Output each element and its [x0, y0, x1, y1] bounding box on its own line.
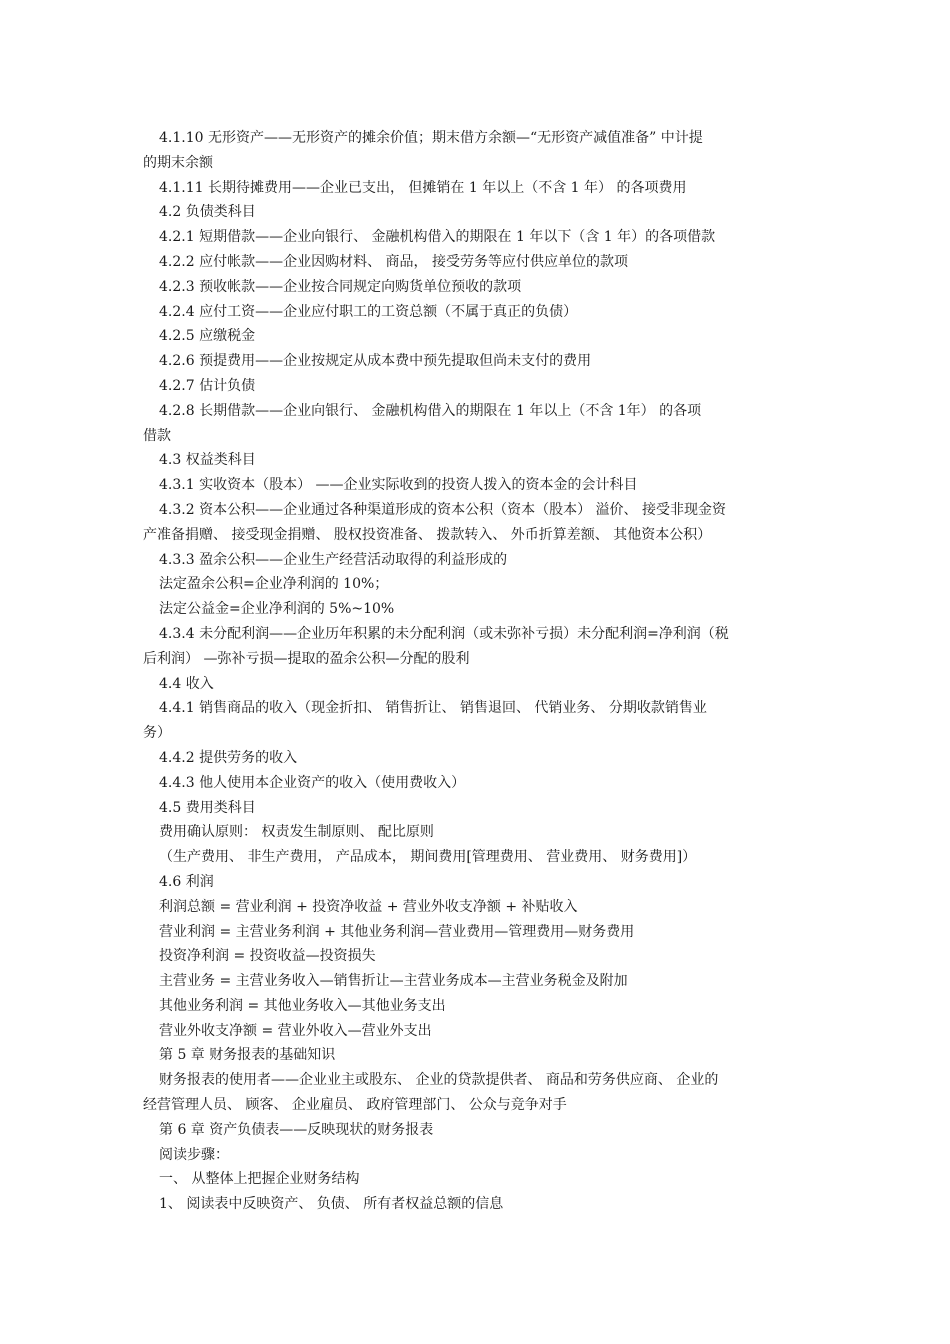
text-line: 营业利润 = 主营业务利润 + 其他业务利润—营业费用—管理费用—财务费用 — [159, 923, 635, 940]
text-line: 第 5 章 财务报表的基础知识 — [159, 1047, 336, 1064]
text-line: 4.3 权益类科目 — [159, 452, 256, 469]
text-line: 法定盈余公积=企业净利润的 10%； — [159, 576, 389, 593]
text-line: 4.2.1 短期借款——企业向银行、 金融机构借入的期限在 1 年以下（含 1 年）的各项借款 — [159, 229, 716, 246]
text-line: 4.5 费用类科目 — [159, 799, 256, 816]
text-line: 4.3.4 未分配利润——企业历年积累的未分配利润（或未弥补亏损）未分配利润=净利润（税 — [159, 625, 729, 642]
text-line: 阅读步骤： — [159, 1146, 229, 1163]
text-line: 4.4.2 提供劳务的收入 — [159, 749, 298, 766]
text-line: 4.3.3 盈余公积——企业生产经营活动取得的利益形成的 — [159, 551, 508, 568]
text-line: 4.2.4 应付工资——企业应付职工的工资总额（不属于真正的负债） — [159, 303, 578, 320]
text-line: 4.2.7 估计负债 — [159, 377, 256, 394]
text-line: 主营业务 = 主营业务收入—销售折让—主营业务成本—主营业务税金及附加 — [159, 973, 628, 990]
text-line: 4.2.6 预提费用——企业按规定从成本费中预先提取但尚未支付的费用 — [159, 353, 592, 370]
text-line: 财务报表的使用者——企业业主或股东、 企业的贷款提供者、 商品和劳务供应商、 企业的 — [159, 1072, 719, 1089]
text-line: 4.2.5 应缴税金 — [159, 328, 256, 345]
text-line: 4.2 负债类科目 — [159, 204, 256, 221]
text-line: 4.3.2 资本公积——企业通过各种渠道形成的资本公积（资本（股本） 溢价、 接受非现金资 — [159, 501, 726, 518]
text-line: 借款 — [143, 427, 171, 444]
text-line: 投资净利润 = 投资收益—投资损失 — [159, 948, 376, 965]
text-line: （生产费用、 非生产费用， 产品成本， 期间费用[管理费用、 营业费用、 财务费用]） — [159, 849, 697, 866]
text-line: 4.2.3 预收帐款——企业按合同规定向购货单位预收的款项 — [159, 278, 522, 295]
text-line: 的期末余额 — [143, 154, 213, 171]
text-line: 产准备捐赠、 接受现金捐赠、 股权投资准备、 拨款转入、 外币折算差额、 其他资本公积） — [143, 526, 712, 543]
text-line: 4.4 收入 — [159, 675, 214, 692]
text-line: 利润总额 = 营业利润 + 投资净收益 + 营业外收支净额 + 补贴收入 — [159, 898, 578, 915]
text-line: 费用确认原则： 权责发生制原则、 配比原则 — [159, 824, 434, 841]
text-line: 4.4.1 销售商品的收入（现金折扣、 销售折让、 销售退回、 代销业务、 分期收款销售业 — [159, 700, 707, 717]
text-line: 一、 从整体上把握企业财务结构 — [159, 1171, 360, 1188]
text-line: 第 6 章 资产负债表——反映现状的财务报表 — [159, 1121, 434, 1138]
text-line: 4.3.1 实收资本（股本） ——企业实际收到的投资人拨入的资本金的会计科目 — [159, 477, 638, 494]
text-line: 营业外收支净额 = 营业外收入—营业外支出 — [159, 1022, 432, 1039]
text-line: 务） — [143, 725, 171, 742]
text-line: 4.1.10 无形资产——无形资产的摊余价值；期末借方余额—“无形资产减值准备” 中计提 — [159, 130, 703, 146]
text-line: 4.1.11 长期待摊费用——企业已支出， 但摊销在 1 年以上（不含 1 年） 的各项费用 — [159, 179, 687, 196]
text-line: 1、 阅读表中反映资产、 负债、 所有者权益总额的信息 — [159, 1196, 504, 1213]
text-line: 4.2.8 长期借款——企业向银行、 金融机构借入的期限在 1 年以上（不含 1年） 的各项 — [159, 402, 702, 419]
text-line: 经营管理人员、 顾客、 企业雇员、 政府管理部门、 公众与竞争对手 — [143, 1097, 567, 1114]
text-line: 后利润） —弥补亏损—提取的盈余公积—分配的股利 — [143, 650, 470, 667]
text-line: 法定公益金=企业净利润的 5%~10% — [159, 601, 395, 618]
text-line: 其他业务利润 = 其他业务收入—其他业务支出 — [159, 997, 446, 1014]
text-line: 4.4.3 他人使用本企业资产的收入（使用费收入） — [159, 774, 466, 791]
text-line: 4.6 利润 — [159, 873, 214, 890]
text-line: 4.2.2 应付帐款——企业因购材料、 商品， 接受劳务等应付供应单位的款项 — [159, 253, 628, 270]
document-body — [143, 126, 813, 1217]
